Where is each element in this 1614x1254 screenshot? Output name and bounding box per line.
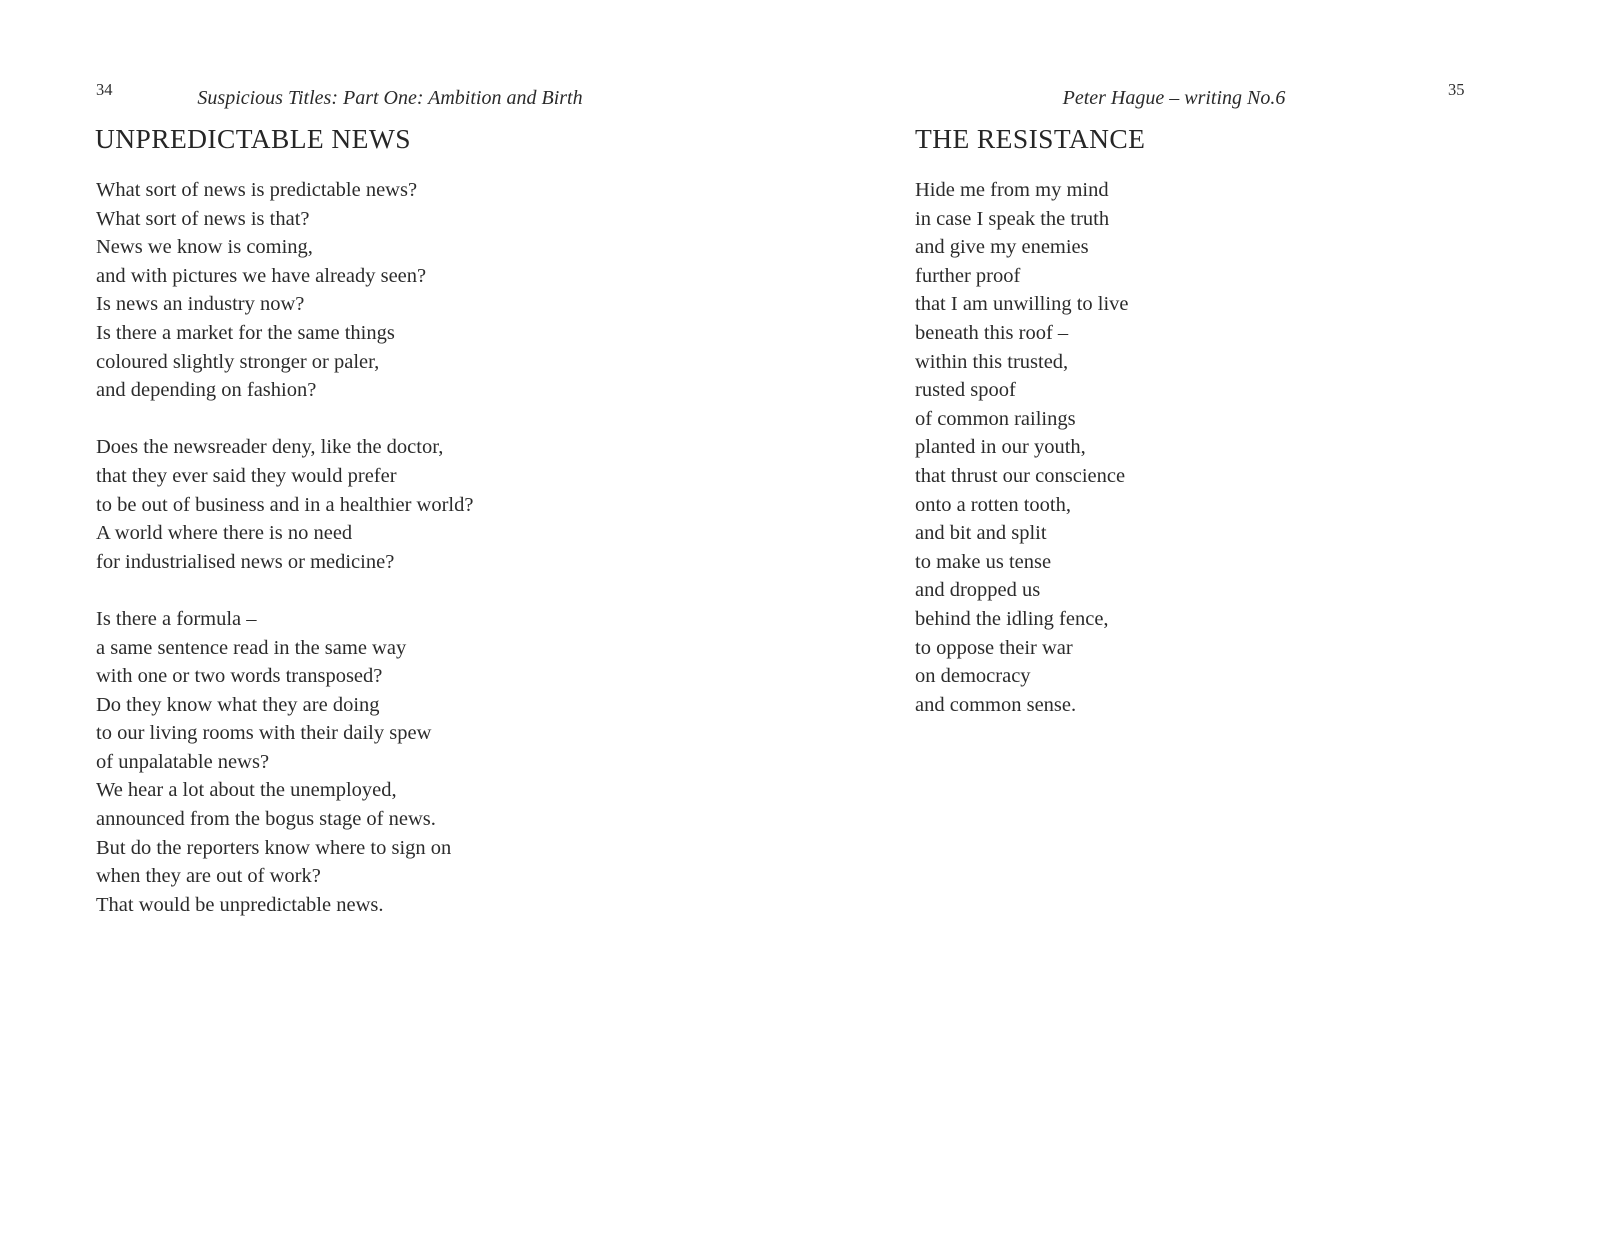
- poem-line: with one or two words transposed?: [96, 665, 383, 688]
- poem-line: planted in our youth,: [915, 436, 1086, 459]
- poem-line: and depending on fashion?: [96, 379, 317, 402]
- poem-line: and dropped us: [915, 579, 1041, 602]
- poem-line: to oppose their war: [915, 636, 1073, 659]
- running-head-left: Suspicious Titles: Part One: Ambition and Birth: [197, 87, 583, 109]
- poem-line: for industrialised news or medicine?: [96, 550, 395, 573]
- poem-title-unpredictable-news: UNPREDICTABLE NEWS: [95, 123, 411, 154]
- poem-line: when they are out of work?: [96, 865, 321, 888]
- poem-line: of unpalatable news?: [96, 750, 270, 773]
- page-number-left: 34: [96, 80, 113, 99]
- poem-line: to make us tense: [915, 550, 1052, 573]
- poem-the-resistance: [915, 176, 1129, 719]
- poem-line: Hide me from my mind: [915, 179, 1109, 201]
- poem-line: and give my enemies: [915, 236, 1089, 259]
- poem-line: coloured slightly stronger or paler,: [96, 350, 380, 373]
- poem-line: Is news an industry now?: [96, 293, 305, 316]
- poem-line: We hear a lot about the unemployed,: [96, 779, 397, 802]
- running-head-right: Peter Hague – writing No.6: [1062, 87, 1286, 109]
- stanza: [96, 433, 473, 576]
- poem-line: What sort of news is predictable news?: [96, 179, 418, 201]
- page-number-right: 35: [1448, 80, 1465, 99]
- poem-line: that I am unwilling to live: [915, 293, 1129, 316]
- poem-line: that thrust our conscience: [915, 464, 1126, 487]
- poem-title-the-resistance: THE RESISTANCE: [915, 123, 1146, 154]
- poem-line: Is there a formula –: [96, 607, 257, 630]
- poem-line: to be out of business and in a healthier world?: [96, 493, 474, 516]
- poem-line: in case I speak the truth: [915, 207, 1110, 230]
- poem-line: That would be unpredictable news.: [96, 893, 384, 916]
- poem-line: onto a rotten tooth,: [915, 493, 1072, 516]
- stanza: [96, 605, 473, 920]
- poem-line: and bit and split: [915, 522, 1047, 545]
- poem-unpredictable-news: [96, 176, 473, 919]
- poem-line: Do they know what they are doing: [96, 693, 380, 716]
- poem-line: Is there a market for the same things: [96, 321, 395, 344]
- poem-line: further proof: [915, 264, 1021, 287]
- poem-line: and with pictures we have already seen?: [96, 264, 427, 287]
- poem-line: announced from the bogus stage of news.: [96, 808, 436, 831]
- poem-line: of common railings: [915, 407, 1076, 430]
- poem-line: But do the reporters know where to sign on: [96, 836, 452, 859]
- poem-line: News we know is coming,: [96, 236, 313, 259]
- poem-line: on democracy: [915, 665, 1031, 688]
- poem-line: a same sentence read in the same way: [96, 636, 407, 659]
- stanza: [915, 176, 1129, 719]
- poem-line: behind the idling fence,: [915, 607, 1109, 630]
- poem-line: Does the newsreader deny, like the doctor,: [96, 436, 444, 459]
- poem-line: that they ever said they would prefer: [96, 464, 397, 487]
- stanza: [96, 176, 473, 405]
- poem-line: What sort of news is that?: [96, 207, 310, 230]
- poem-line: and common sense.: [915, 693, 1077, 716]
- poem-line: rusted spoof: [915, 379, 1016, 402]
- poem-line: to our living rooms with their daily spew: [96, 722, 432, 745]
- right-page: [807, 0, 1614, 1254]
- poem-line: within this trusted,: [915, 350, 1069, 373]
- poem-line: A world where there is no need: [96, 522, 353, 545]
- poem-line: beneath this roof –: [915, 321, 1069, 344]
